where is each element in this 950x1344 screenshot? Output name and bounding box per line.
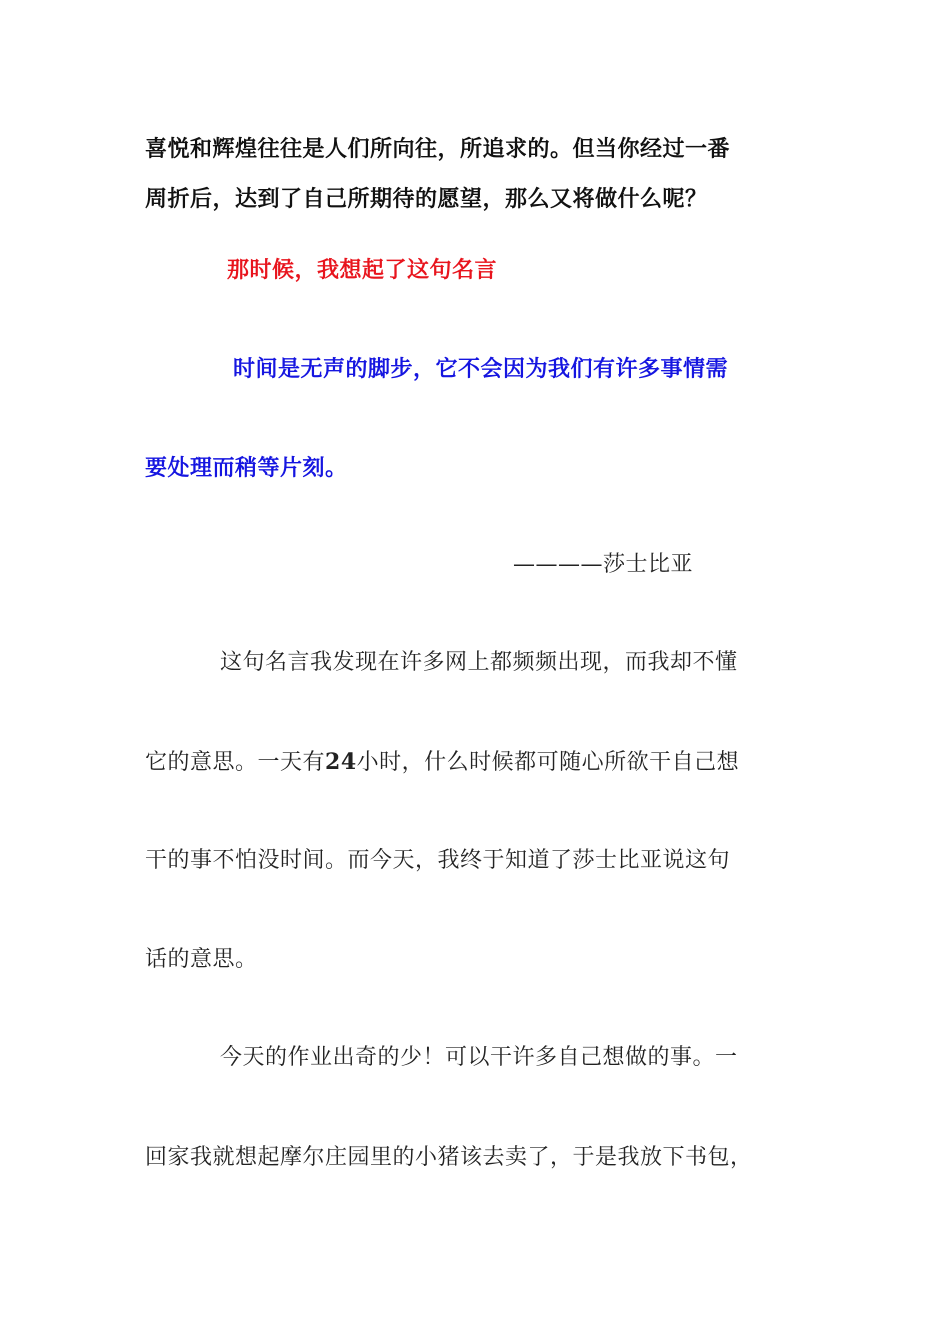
paragraph1-line-4: 话的意思。: [145, 947, 258, 972]
quote-line-1: 时间是无声的脚步，它不会因为我们有许多事情需: [233, 356, 729, 382]
paragraph1-line-1: 这句名言我发现在许多网上都频频出现，而我却不懂: [220, 650, 738, 675]
quote-attribution: ————莎士比亚: [513, 552, 694, 577]
lead-in-text: 那时候，我想起了这句名言: [227, 257, 498, 283]
paragraph1-line-2: [145, 747, 739, 778]
paragraph1-line-3: 干的事不怕没时间。而今天，我终于知道了莎士比亚说这句: [145, 848, 731, 873]
paragraph1-line-2-part1: 它的意思。一天有: [145, 750, 326, 775]
quote-line-2: 要处理而稍等片刻。: [145, 455, 348, 481]
paragraph2-line-1: 今天的作业出奇的少！可以干许多自己想做的事。一: [220, 1045, 738, 1070]
intro-line-1: 喜悦和辉煌往往是人们所向往，所追求的。但当你经过一番: [145, 136, 731, 162]
paragraph1-line-2-part2: 小时，什么时候都可随心所欲干自己想: [356, 750, 740, 775]
intro-line-2: 周折后，达到了自己所期待的愿望，那么又将做什么呢？: [145, 186, 708, 212]
paragraph1-hours-number: 24: [325, 749, 357, 775]
paragraph2-line-2: 回家我就想起摩尔庄园里的小猪该去卖了，于是我放下书包，: [145, 1145, 753, 1170]
